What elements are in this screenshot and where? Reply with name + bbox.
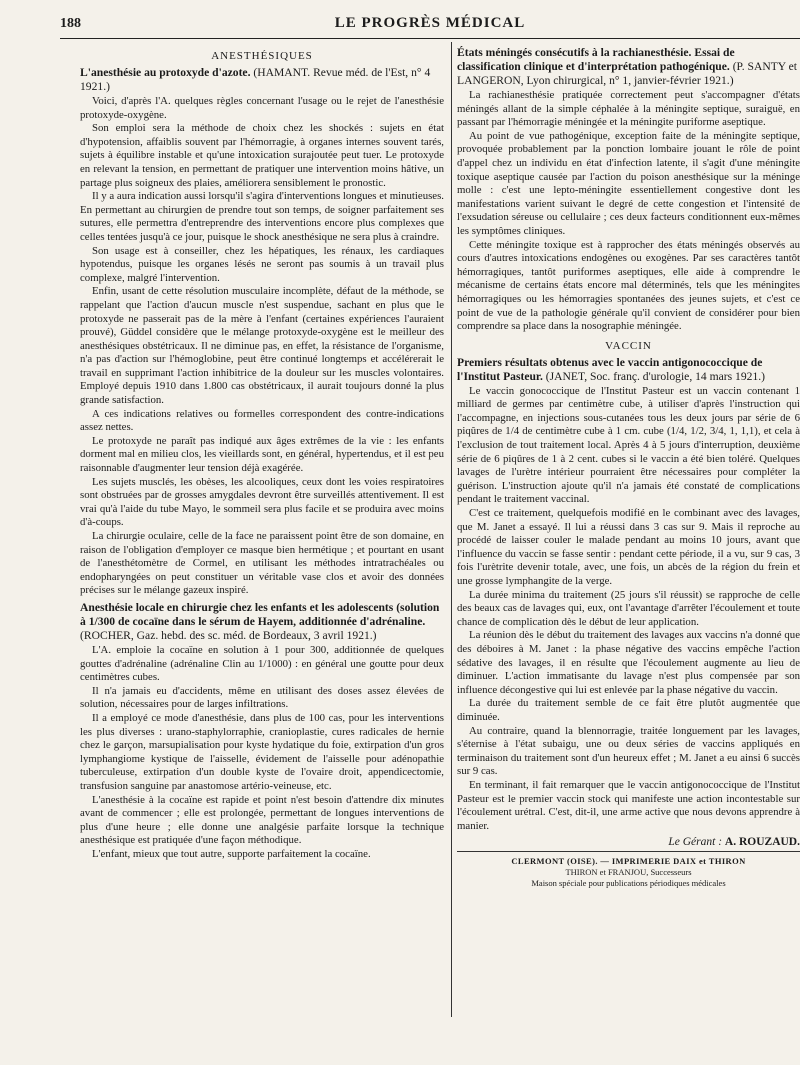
paragraph: Son emploi sera la méthode de choix chez les shockés : sujets en état d'hypotension, affaiblis souvent par l'hémorragie, à organes internes souvent tarés, sujets à équilibre instable et qu'une intoxication surajoutée peut tuer. Le protoxyde en relevant la tension, en permettant de pratiquer une intervention moins hâtive, un partage plus soigneux des plaies, améliorera sensiblement le pronostic.	[80, 122, 444, 189]
article-title	[457, 46, 800, 88]
article-reference: (HAMANT. Revue méd. de l'Est, n° 4 1921.)	[80, 66, 431, 93]
section-heading-vaccin: VACCIN	[605, 339, 652, 352]
article-title-text: États méningés consécutifs à la rachianesthésie. Essai de classification clinique et d'interprétation pathogénique.	[457, 46, 735, 73]
page-number: 188	[60, 16, 81, 31]
paragraph: Voici, d'après l'A. quelques règles concernant l'usage ou le rejet de l'anesthésie protoxyde-oxygène.	[80, 95, 444, 121]
imprint-line: CLERMONT (OISE). — IMPRIMERIE DAIX et THIRON	[511, 856, 746, 867]
section-heading-anesthesiques: ANESTHÉSIQUES	[211, 50, 313, 62]
article-title	[457, 356, 800, 384]
paragraph: Il y a aura indication aussi lorsqu'il s'agira d'interventions longues et minutieuses. En permettant au chirurgien de prendre tout son temps, de soigner parfaitement ses sutures, elle permettra d'entreprendre des interventions encore plus complexes que celles tentées jusqu'à ce jour, puisque le shock anesthésique ne sera plus à craindre.	[80, 190, 444, 243]
paragraph: A ces indications relatives ou formelles correspondent des contre-indications assez nettes.	[80, 407, 444, 434]
paragraph: La durée du traitement semble de ce fait être plutôt augmentée que diminuée.	[457, 697, 800, 723]
paragraph: La rachianesthésie pratiquée correctement peut s'accompagner d'états méningés allant de la simple céphalée à la méningite septique, suraiguë, en passant par l'hémorragie méningée et la méningite puriforme aseptique.	[457, 89, 800, 129]
right-column	[457, 44, 800, 889]
article-vaccin-antigonococcique	[457, 356, 800, 834]
paragraph: La chirurgie oculaire, celle de la face ne paraissent point être de son domaine, en raison de l'obligation d'employer ce masque bien hermétique ; et pourtant en usant de l'anesthétomètre de Cormel, en utilisant les méthodes intratrachéales ou endopharyngées on peut constituer un véritable vase clos et avoir des données précises sur le mélange gazeux inspiré.	[80, 530, 444, 597]
paragraph: Cette méningite toxique est à rapprocher des états méningés observés au cours d'autres intoxications endogènes ou exogènes. Par ses caractères tantôt hémorragiques, tantôt puriformes aseptiques, elle aide à comprendre le mécanisme de certains états encore mal déterminés, tels que les méningites hémorragiques ou les hémorragies spontanées des jeunes sujets, et c'est ce point de vue de la pathologie générale qu'il convient de considérer pour bien comprendre sa place dans la nosographie méningée.	[457, 238, 800, 333]
article-title	[80, 66, 444, 94]
journal-title: LE PROGRÈS MÉDICAL	[334, 15, 526, 31]
paragraph: Enfin, usant de cette résolution musculaire incomplète, défaut de la méthode, se rappelant que l'action d'aucun muscle n'est suspendue, sachant en plus que le protoxyde ne passerait pas de la mère à l'enfant (certaines expériences l'auraient prouvé), Güddel considère que le mélange protoxyde-oxygène est le meilleur des anesthésiques obstétricaux. Il ne diminue pas, en effet, la résistance de l'organisme, n'a pas d'action sur l'hémoglobine, peut être continué longtemps et accélérerait le travail en supprimant l'action inhibitrice de la douleur sur les muscles volontaires. Employé depuis 1910 dans 1.800 cas obstétricaux, il aurait toujours donné la plus grande satisfaction.	[80, 285, 444, 407]
column-divider	[451, 42, 452, 1017]
gerant-name: A. ROUZAUD.	[724, 836, 800, 849]
paragraph: L'anesthésie à la cocaïne est rapide et point n'est besoin d'attendre dix minutes avant de commencer ; elle est prolongée, permettant de longues interventions de plus d'une heure ; elle donne une analgésie parfaite lorsque la technique anesthésique est pratiquée d'une façon méthodique.	[80, 793, 444, 847]
article-reference: (ROCHER, Gaz. hebd. des sc. méd. de Bordeaux, 3 avril 1921.)	[80, 628, 377, 642]
paragraph: Les sujets musclés, les obèses, les alcooliques, ceux dont les voies respiratoires sont obstruées par de grosses amygdales devront être surveillés attentivement. Il est vrai qu'à l'aide du tube Mayo, le sommeil sera plus facile et se produira avec moins d'à-coups.	[80, 475, 444, 529]
article-title-text: Anesthésie locale en chirurgie chez les enfants et les adolescents (solution à 1/300 de cocaïne dans le sérum de Hayem, additionnée d'adrénaline.	[80, 600, 440, 628]
paragraph: La durée minima du traitement (25 jours s'il réussit) se rapproche de celle des beaux cas de lavages qui, eux, ont l'avantage d'arrêter l'écoulement et toute chance de complication dès le début de leur application.	[457, 588, 800, 628]
page-header	[60, 14, 800, 36]
gerant-signature	[457, 836, 800, 848]
paragraph: Le protoxyde ne paraît pas indiqué aux âges extrêmes de la vie : les enfants dorment mal en milieu clos, les vieillards sont, en général, hypertendus, et il est peu raisonnable d'augmenter leur tension déjà exagérée.	[80, 434, 444, 475]
paragraph: Son usage est à conseiller, chez les hépatiques, les rénaux, les cardiaques hypotendus, puisque les organes lésés ne seront pas soumis à un travail plus complexe, malgré l'intervention.	[80, 244, 444, 284]
footer-rule	[457, 851, 800, 852]
article-protoxyde	[80, 66, 444, 598]
paragraph: En terminant, il fait remarquer que le vaccin antigonococcique de l'Institut Pasteur est le premier vaccin stock qui manifeste une action incontestable sur l'écoulement urétral. C'est, dit-il, une arme active que nous devons apprendre à manier.	[457, 778, 800, 832]
paragraph: L'A. emploie la cocaïne en solution à 1 pour 300, additionnée de quelques gouttes d'adrénaline (adrénaline Clin au 1/1000) : en général une goutte pour deux centimètres cubes.	[80, 643, 444, 684]
article-title	[80, 601, 444, 643]
paragraph: L'enfant, mieux que tout autre, supporte parfaitement la cocaïne.	[92, 847, 371, 860]
paragraph: Au contraire, quand la blennorragie, traitée longuement par les lavages, s'éternise à l'état subaigu, une ou deux séries de vaccins appliqués en terminaison du traitement sont d'un heureux effet ; M. Janet a eu ainsi 6 succès sur 9 cas.	[457, 724, 800, 778]
article-title-text: L'anesthésie au protoxyde d'azote.	[80, 66, 251, 79]
paragraph: La réunion dès le début du traitement des lavages aux vaccins n'a donné que des déboires à M. Janet : la phase négative des vaccins empêche l'action sédative des lavages, il en résulte que l'écoulement augmente au lieu de diminuer. L'action immatisante du lavage n'est plus compensée par son influence décongestive qui lui est enlevée par la phase négative du vaccin.	[457, 629, 800, 696]
printer-imprint	[457, 856, 800, 889]
imprint-line: Maison spéciale pour publications périodiques médicales	[531, 878, 726, 889]
paragraph: Au point de vue pathogénique, exception faite de la méningite septique, provoquée probablement par la ponction lombaire jouant le rôle de point d'appel chez un individu en état d'infection latente, il s'agit d'une méningite toxique aseptique causée par l'action du poison anesthésique sur la méninge molle : c'est une lepto-méningite essentiellement congestive dont les manifestations varient suivant le degré de cette congestion et l'intensité de l'exsudation séreuse ou cellulaire ; ces deux facteurs conditionnent eux-mêmes les symptômes cliniques.	[457, 129, 800, 237]
article-reference: (P. SANTY et LANGERON, Lyon chirurgical, n° 1, janvier-février 1921.)	[457, 60, 797, 87]
left-column	[80, 44, 444, 864]
paragraph: C'est ce traitement, quelquefois modifié en le combinant avec des lavages, que M. Janet a essayé. Il lui a réussi dans 3 cas sur 9. Mais il reproche au procédé de laisser couler le malade pendant au moins 10 jours, avant que l'influence du vaccin se fasse sentir : pendant cette période, il a vu, sur 9 cas, 3 fois l'urètrite devenir totale, avec, une fois, un abcès de la région du frein et une grosse lymphangite de la verge.	[457, 507, 800, 587]
header-rule	[60, 38, 800, 39]
paragraph: Le vaccin gonococcique de l'Institut Pasteur est un vaccin contenant 1 milliard de germes par centimètre cube, à utiliser d'après l'instruction qui l'accompagne, en injections sous-cutanées tous les deux jours par série de 6 piqûres de 1/4 de centimètre cube à 1 cm. cube (1/4, 1/2, 3/4, 1, 1,1), et cela à l'exclusion de tout traitement local. Après 4 à 5 jours d'interruption, deuxième série de 6 piqûres de 1 à 2 cent. cubes si le vaccin a été bien toléré. Quelques lavages de l'urètre intérieur pourraient être nécessaires pour compléter la guérison. L'instruction ajoute qu'il n'a jamais été constaté de complications pendant le traitement vaccinal.	[457, 384, 800, 506]
article-anesthesie-locale	[80, 601, 444, 862]
gerant-label: Le Gérant :	[668, 836, 723, 849]
paragraph: Il n'a jamais eu d'accidents, même en utilisant des doses assez élevées de solution, nécessaires pour de larges infiltrations.	[80, 684, 444, 711]
article-reference: (JANET, Soc. franç. d'urologie, 14 mars 1921.)	[545, 369, 766, 383]
paragraph: Il a employé ce mode d'anesthésie, dans plus de 100 cas, pour les interventions les plus diverses : urano-staphylorraphie, cranioplastie, cures radicales de hernie chez le garçon, marsupialisation pour kyste hydatique du foie, extirpation d'un gros lymphangiome kystique de l'aisselle, évidement de l'aisselle pour adénopathie tuberculeuse, extirpation d'un double kyste de l'ovaire droit, appendicectomie, transfusion sanguine par anastomose artério-veineuse, etc.	[80, 711, 444, 792]
article-title-text: Premiers résultats obtenus avec le vaccin antigonococcique de l'Institut Pasteur.	[457, 355, 763, 383]
article-etats-meninges	[457, 46, 800, 334]
imprint-line: THIRON et FRANJOU, Successeurs	[565, 867, 692, 878]
